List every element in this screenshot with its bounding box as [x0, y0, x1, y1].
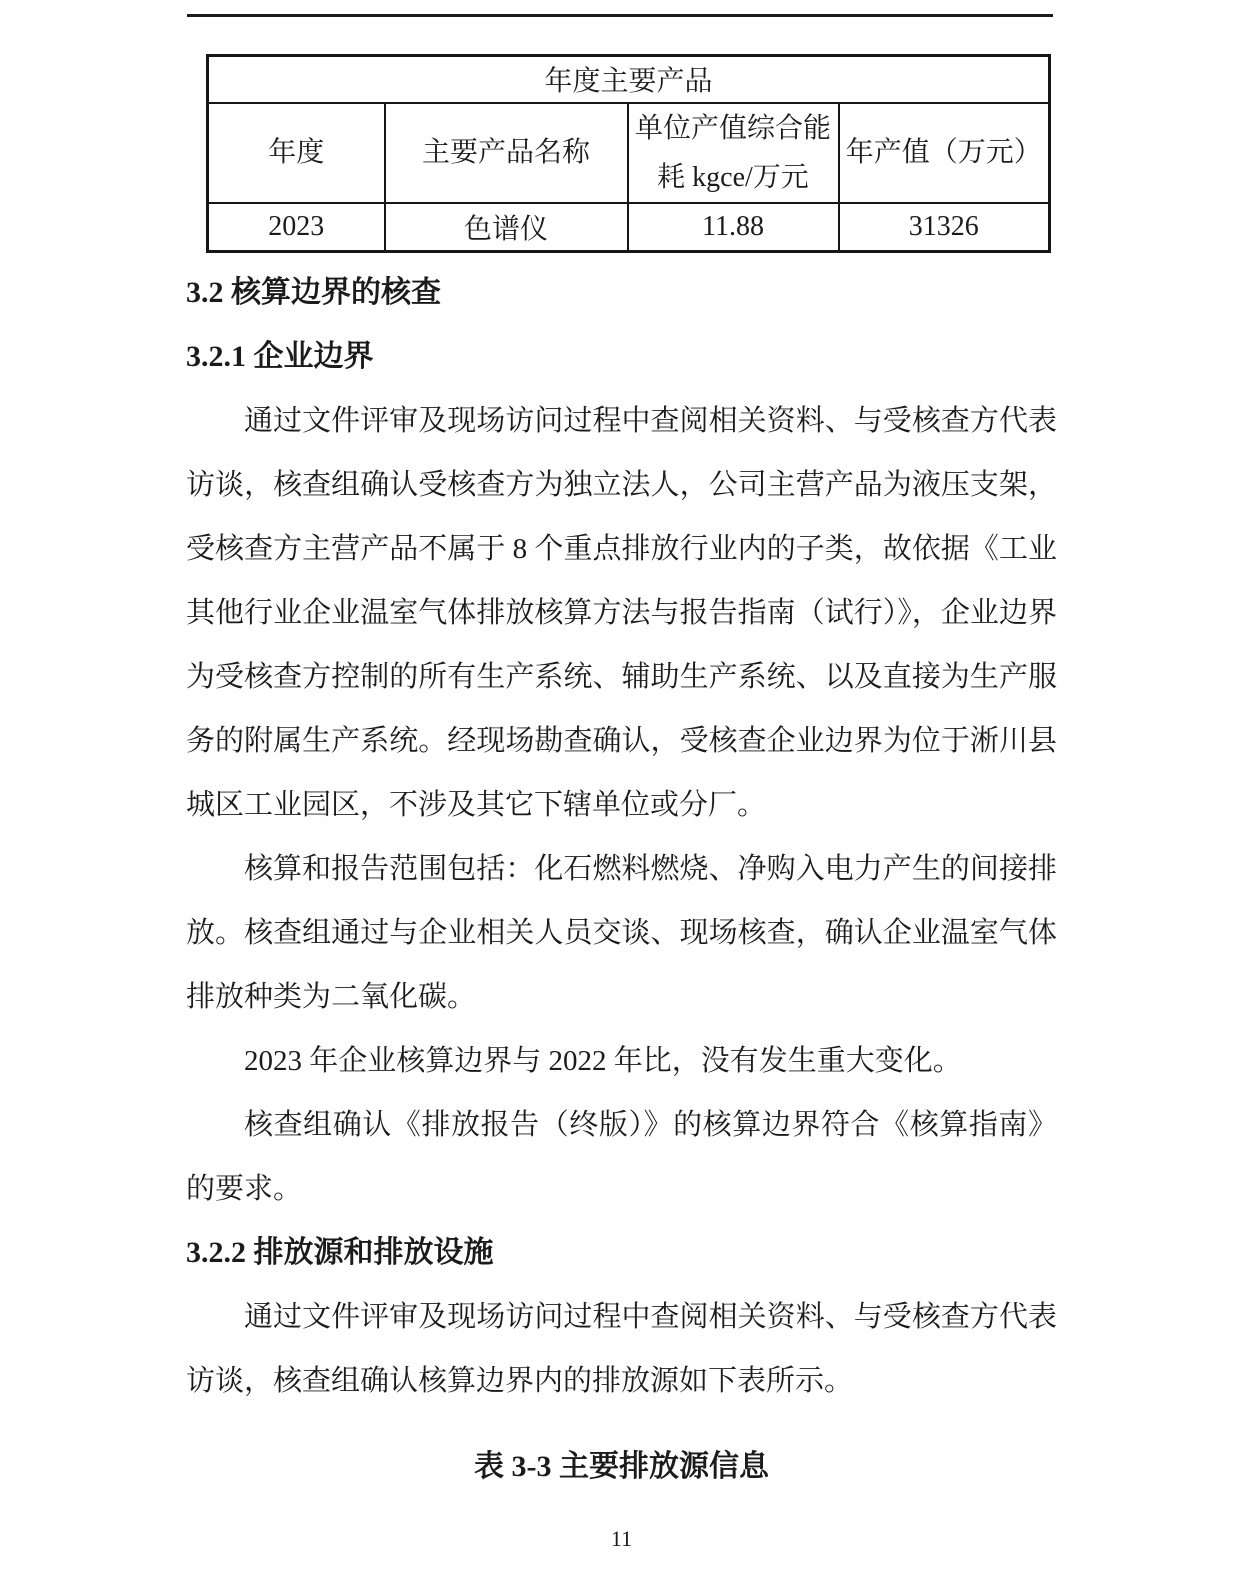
paragraph-emission-sources: 通过文件评审及现场访问过程中查阅相关资料、与受核查方代表访谈，核查组确认核算边界内的排放源如下表所示。: [186, 1301, 1057, 1397]
column-header-year: 年度: [208, 103, 385, 203]
document-page: [0, 14, 1240, 1554]
column-header-annual-output: 年产值（万元）: [839, 103, 1050, 203]
annual-products-table: [206, 54, 1051, 253]
cell-annual-output: 31326: [839, 203, 1050, 252]
paragraph-enterprise-boundary-2: 核算和报告范围包括：化石燃料燃烧、净购入电力产生的间接排放。核查组通过与企业相关人员交谈、现场核查，确认企业温室气体排放种类为二氧化碳。: [186, 853, 1057, 1013]
section-heading-3-2-2: 3.2.2 排放源和排放设施: [186, 1236, 494, 1269]
cell-product-name: 色谱仪: [385, 203, 628, 252]
column-header-product-name: 主要产品名称: [385, 103, 628, 203]
page-number: 11: [610, 1526, 633, 1551]
paragraph-enterprise-boundary-1: 通过文件评审及现场访问过程中查阅相关资料、与受核查方代表访谈，核查组确认受核查方为独立法人，公司主营产品为液压支架，受核查方主营产品不属于 8 个重点排放行业内的子类，故依据《工业其他行业企业温室气体排放核算方法与报告指南（试行）》，企业边界为受核查方控制的所有生产系统、辅助生产系统、以及直接为生产服务的附属生产系统。经现场勘查确认，受核查企业边界为位于淅川县城区工业园区，不涉及其它下辖单位或分厂。: [186, 405, 1057, 821]
section-heading-3-2: 3.2 核算边界的核查: [186, 276, 441, 309]
table-title: 年度主要产品: [208, 56, 1050, 103]
paragraph-enterprise-boundary-4: 核查组确认《排放报告（终版）》的核算边界符合《核算指南》的要求。: [186, 1109, 1057, 1205]
table-header-row: [208, 103, 1050, 203]
column-header-energy-intensity: 单位产值综合能耗 kgce/万元: [628, 103, 839, 203]
header-rule: [187, 14, 1053, 17]
page-content: [186, 54, 1057, 1554]
section-heading-3-2-1: 3.2.1 企业边界: [186, 340, 374, 373]
cell-year: 2023: [208, 203, 385, 252]
table-data-row: [208, 203, 1050, 252]
table-title-row: [208, 56, 1050, 103]
paragraph-enterprise-boundary-3: 2023 年企业核算边界与 2022 年比，没有发生重大变化。: [244, 1045, 962, 1077]
cell-energy-intensity: 11.88: [628, 203, 839, 252]
table-3-3-caption: 表 3-3 主要排放源信息: [474, 1450, 769, 1483]
